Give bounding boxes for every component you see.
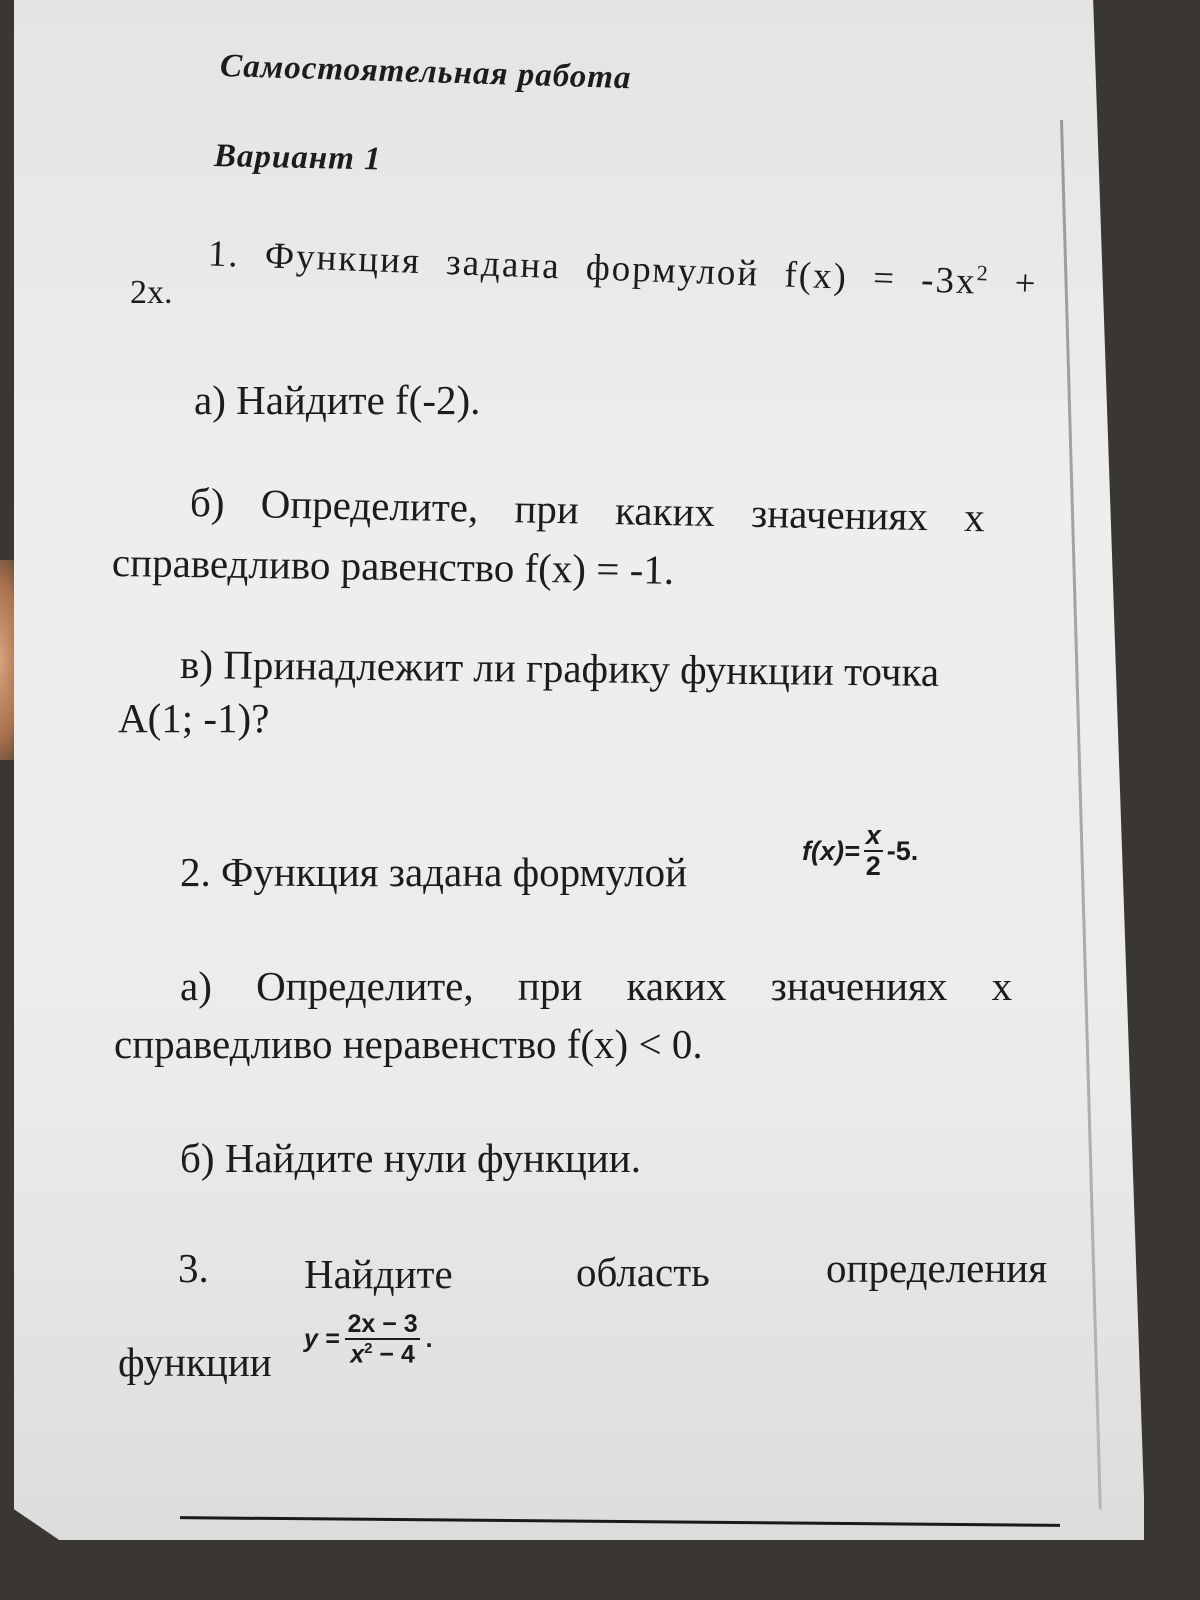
task2-part-b: б) Найдите нули функции.: [180, 1135, 641, 1181]
task3-number: 3.: [178, 1245, 209, 1291]
task3-formula-lhs: y =: [304, 1325, 340, 1354]
task3-formula: [304, 1312, 433, 1367]
task2-formula-fraction: [864, 822, 883, 880]
task2-part-a-line1: а) Определите, при каких значениях x: [180, 963, 1013, 1009]
task3-word-definition: определения: [826, 1245, 1048, 1291]
task1-part-b-line2: справедливо равенство f(x) = -1.: [111, 539, 675, 593]
task1-part-b-line1: б) Определите, при каких значениях x: [189, 479, 986, 541]
task1-intro-continuation: 2x.: [130, 274, 173, 311]
task1-exponent: 2: [976, 260, 991, 286]
task1-part-v-line1: в) Принадлежит ли графику функции точка: [179, 641, 940, 695]
task1-intro-text: 1. Функция задана формулой f(x) = -3x: [207, 233, 978, 303]
task3-line2: функции: [118, 1339, 272, 1385]
task3-den-base: x: [350, 1340, 365, 1369]
task3-den-exponent: 2: [364, 1340, 373, 1357]
task2-formula-numerator: x: [865, 820, 881, 850]
variant-heading: Вариант 1: [213, 138, 382, 178]
task2-formula-lhs: f(x)=: [802, 835, 860, 866]
task1-part-a: а) Найдите f(-2).: [194, 377, 481, 423]
task3-formula-numerator: 2x − 3: [347, 1310, 418, 1338]
paper-sheet: [14, 0, 1144, 1540]
task1-intro-suffix: +: [988, 261, 1039, 305]
task1-part-v-line2: A(1; -1)?: [118, 695, 270, 741]
task2-formula-denominator: 2: [865, 851, 881, 881]
worksheet-title: Самостоятельная работа: [219, 48, 633, 97]
task3-den-tail: − 4: [372, 1340, 415, 1369]
task2-formula-tail: -5.: [886, 835, 919, 866]
task3-formula-denominator: [350, 1340, 415, 1367]
task2-part-a-line2: справедливо неравенство f(x) < 0.: [114, 1021, 703, 1067]
task2-intro: 2. Функция задана формулой: [180, 849, 688, 895]
task3-word-find: Найдите: [304, 1251, 453, 1297]
task2-formula: [802, 822, 918, 880]
task3-word-domain: область: [576, 1249, 710, 1295]
task3-formula-fraction: [345, 1312, 419, 1367]
task3-formula-tail: .: [425, 1325, 433, 1354]
